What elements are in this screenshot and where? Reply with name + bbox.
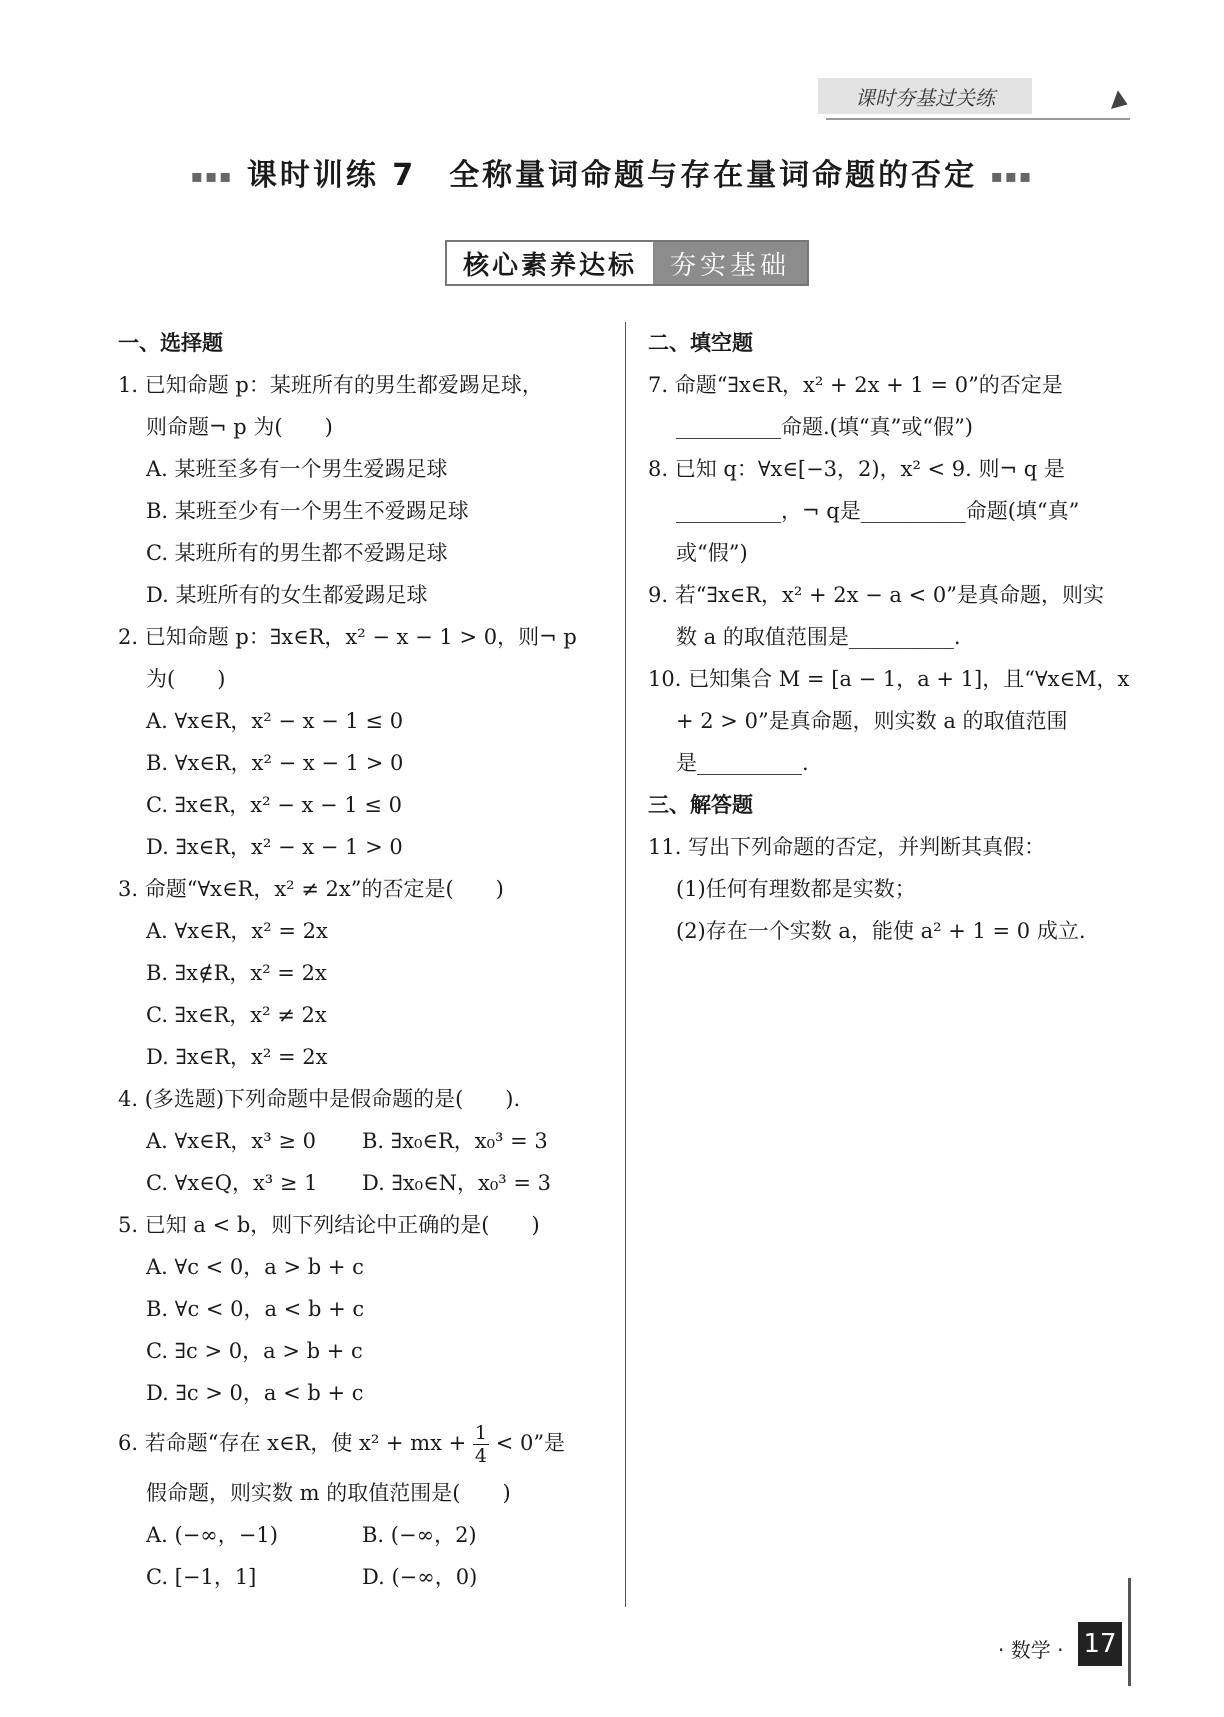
section-fill-heading: 二、填空题 xyxy=(648,331,753,355)
title-dots-right: ▪▪▪ xyxy=(990,166,1034,187)
left-column xyxy=(118,322,608,1598)
question-2: 2. 已知命题 p：∃x∈R，x² − x − 1 > 0，则¬ p xyxy=(118,625,577,649)
q3-option-b: B. ∃x∉R，x² = 2x xyxy=(146,961,327,985)
footer-bar xyxy=(1128,1578,1131,1686)
section-answer-heading: 三、解答题 xyxy=(648,793,753,817)
header-tab-label: 课时夯基过关练 xyxy=(855,85,995,110)
q4-options-row1 xyxy=(118,1120,608,1162)
q2-option-b: B. ∀x∈R，x² − x − 1 > 0 xyxy=(146,751,404,775)
question-8-line2: __________，¬ q是__________命题(填“真” xyxy=(676,499,1080,523)
question-3: 3. 命题“∀x∈R，x² ≠ 2x”的否定是( ) xyxy=(118,877,504,901)
section-choice-heading: 一、选择题 xyxy=(118,331,223,355)
question-2-line2: 为( ) xyxy=(146,667,226,691)
q6-fraction xyxy=(473,1422,489,1467)
q5-option-c: C. ∃c > 0，a > b + c xyxy=(146,1339,363,1363)
section-badge xyxy=(445,240,809,286)
q2-option-d: D. ∃x∈R，x² − x − 1 > 0 xyxy=(146,835,403,859)
q6-text-b: < 0”是 xyxy=(489,1431,566,1455)
header-rule xyxy=(826,118,1130,120)
question-10-line3: 是__________. xyxy=(676,751,809,775)
question-10-line2: + 2 > 0”是真命题，则实数 a 的取值范围 xyxy=(676,709,1068,733)
question-1: 1. 已知命题 p：某班所有的男生都爱踢足球， xyxy=(118,373,543,397)
question-7: 7. 命题“∃x∈R，x² + 2x + 1 = 0”的否定是 xyxy=(648,373,1063,397)
question-9-line2: 数 a 的取值范围是__________. xyxy=(676,625,961,649)
q6-fraction-num: 1 xyxy=(474,1422,488,1444)
column-divider xyxy=(625,322,626,1607)
q6-fraction-den: 4 xyxy=(474,1445,488,1467)
badge-right: 夯实基础 xyxy=(653,242,807,284)
q4-options-row2 xyxy=(118,1162,608,1204)
q5-option-a: A. ∀c < 0，a > b + c xyxy=(146,1255,364,1279)
title-text: 课时训练 7 全称量词命题与存在量词命题的否定 xyxy=(246,158,978,193)
question-8-line3: 或“假”) xyxy=(676,541,748,565)
question-9: 9. 若“∃x∈R，x² + 2x − a < 0”是真命题，则实 xyxy=(648,583,1104,607)
header-tab xyxy=(818,78,1032,114)
q6-option-d: D. (−∞，0) xyxy=(362,1565,478,1589)
q1-option-a: A. 某班至多有一个男生爱踢足球 xyxy=(146,457,448,481)
q3-option-a: A. ∀x∈R，x² = 2x xyxy=(146,919,328,943)
q1-option-c: C. 某班所有的男生都不爱踢足球 xyxy=(146,541,448,565)
question-8: 8. 已知 q：∀x∈[−3，2)，x² < 9. 则¬ q 是 xyxy=(648,457,1065,481)
q1-option-d: D. 某班所有的女生都爱踢足球 xyxy=(146,583,428,607)
header-arrow-icon xyxy=(1111,90,1131,114)
question-6-line2: 假命题，则实数 m 的取值范围是( ) xyxy=(146,1481,511,1505)
question-11: 11. 写出下列命题的否定，并判断其真假： xyxy=(648,835,1046,859)
q3-option-c: C. ∃x∈R，x² ≠ 2x xyxy=(146,1003,327,1027)
title-dots-left: ▪▪▪ xyxy=(190,166,234,187)
q6-option-c: C. [−1，1] xyxy=(146,1565,257,1589)
question-10: 10. 已知集合 M = [a − 1，a + 1]，且“∀x∈M，x xyxy=(648,667,1130,691)
q6-option-b: B. (−∞，2) xyxy=(362,1523,477,1547)
badge-left: 核心素养达标 xyxy=(462,250,637,281)
page-title xyxy=(0,150,1224,194)
q4-option-b: B. ∃x₀∈R，x₀³ = 3 xyxy=(362,1129,548,1153)
question-6 xyxy=(118,1414,608,1472)
page-number: 17 xyxy=(1078,1622,1122,1666)
q2-option-c: C. ∃x∈R，x² − x − 1 ≤ 0 xyxy=(146,793,402,817)
q4-option-d: D. ∃x₀∈N，x₀³ = 3 xyxy=(362,1171,551,1195)
q5-option-b: B. ∀c < 0，a < b + c xyxy=(146,1297,365,1321)
q6-option-a: A. (−∞，−1) xyxy=(146,1523,278,1547)
q6-options-row2 xyxy=(118,1556,608,1598)
question-5: 5. 已知 a < b，则下列结论中正确的是( ) xyxy=(118,1213,540,1237)
q1-option-b: B. 某班至少有一个男生不爱踢足球 xyxy=(146,499,469,523)
q3-option-d: D. ∃x∈R，x² = 2x xyxy=(146,1045,328,1069)
footer-subject: · 数学 · xyxy=(998,1638,1064,1662)
q6-options-row1 xyxy=(118,1514,608,1556)
question-7-line2: __________命题.(填“真”或“假”) xyxy=(676,415,974,439)
question-11-part1: (1)任何有理数都是实数； xyxy=(676,877,916,901)
q4-option-c: C. ∀x∈Q，x³ ≥ 1 xyxy=(146,1171,318,1195)
q5-option-d: D. ∃c > 0，a < b + c xyxy=(146,1381,364,1405)
question-4: 4. (多选题)下列命题中是假命题的是( ). xyxy=(118,1087,521,1111)
right-column xyxy=(648,322,1133,952)
q6-text-a: 6. 若命题“存在 x∈R，使 x² + mx + xyxy=(118,1431,473,1455)
question-11-part2: (2)存在一个实数 a，能使 a² + 1 = 0 成立. xyxy=(676,919,1086,943)
question-1-line2: 则命题¬ p 为( ) xyxy=(146,415,333,439)
q2-option-a: A. ∀x∈R，x² − x − 1 ≤ 0 xyxy=(146,709,404,733)
q4-option-a: A. ∀x∈R，x³ ≥ 0 xyxy=(146,1129,316,1153)
